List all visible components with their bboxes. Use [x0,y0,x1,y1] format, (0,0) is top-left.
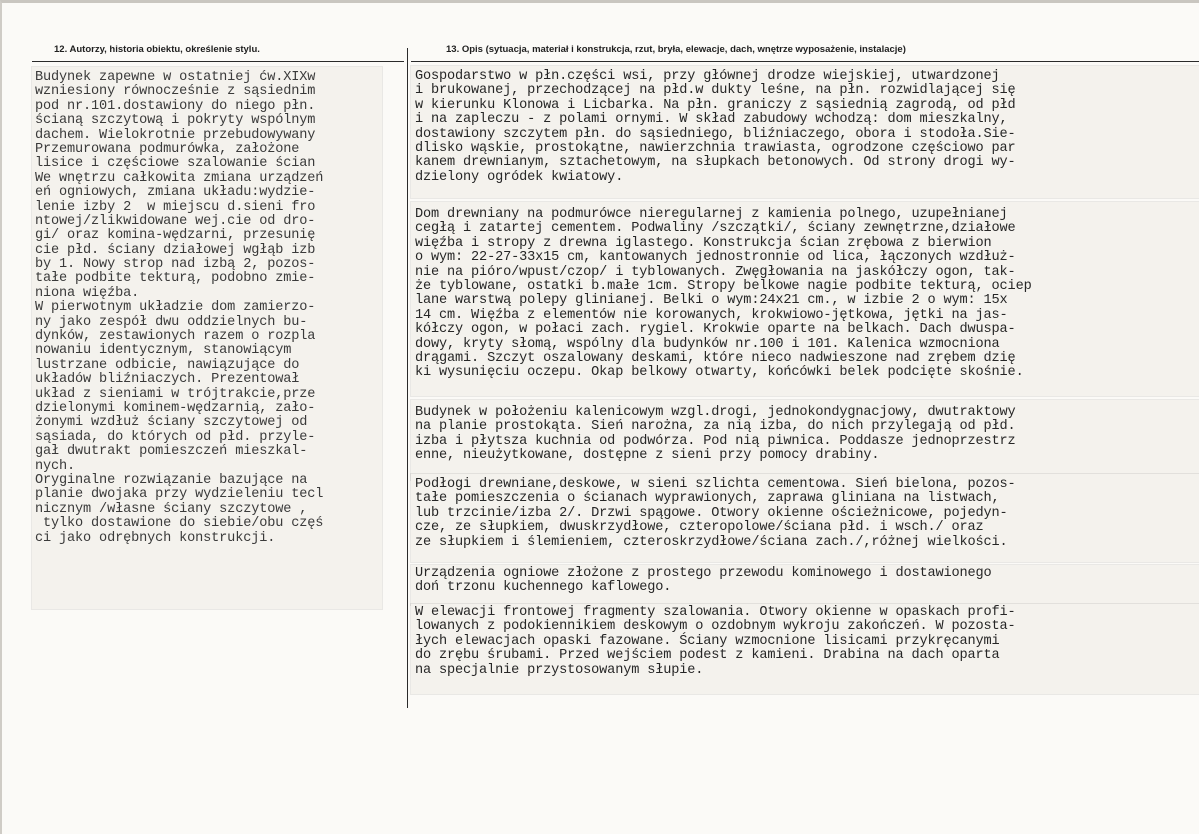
right-text-line: dowy, kryty słomą, wspólny dla budynków nr.100 i 101. Kalenica wzmocniona [415,336,1000,352]
right-text-line: na specjalnie przystosowanym słupie. [415,662,704,678]
right-text-line: o wym: 22-27-33x15 cm, kantowanych jednostronnie od lica, łączonych wzdłuż- [415,250,1016,266]
right-text-line: kanem drewnianym, sztachetowym, na słupkach betonowych. Od strony drogi wy- [415,155,1016,171]
left-text-line: wzniesiony równocześnie z sąsiednim [35,84,316,100]
left-text-line: sąsiada, do których od płd. przyle- [35,429,316,445]
right-text-line: izba i płytsza kuchnia od podwórza. Pod nią piwnica. Poddasze jednoprzestrz [415,433,1016,449]
right-paragraph-construction [415,208,1032,381]
right-text-line: łych elewacjach opaski fazowane. Ściany wzmocnione lisicami przykręcanymi [415,633,1000,649]
right-text-line: dostawiony szczytem płn. do sąsiedniego, bliźniaczego, obora i stodoła.Sie- [415,126,1016,142]
left-text-line: by 1. Nowy strop nad izbą 2, pozos- [35,257,316,273]
right-paragraph-elevations [415,606,1016,678]
right-paragraph-interior [415,478,1016,550]
right-text-line: drągami. Szczyt oszalowany deskami, które nieco nadwieszone nad zrębem dzię [415,350,1016,366]
left-text-line: ścianą szczytową i pokryty wspólnym [35,113,316,129]
right-text-line: i na zapleczu - z polami ornymi. W skład zabudowy wchodzą: dom mieszkalny, [415,112,1008,128]
right-text-line: lane warstwą polepy glinianej. Belki o wym:24x21 cm., w izbie 2 o wym: 15x [415,293,1008,309]
right-text-line: i brukowanej, przechodzącej na płd.w dukty leśne, na płn. rozwidlającej się [415,83,1016,99]
left-text-line: Oryginalne rozwiązanie bazujące na [35,472,308,488]
right-text-line: więźba i stropy z drewna iglastego. Konstrukcja ścian zrębowa z bierwion [415,235,992,251]
right-text-line: lub trzcinie/izba 2/. Drzwi spągowe. Otwory okienne ościeżnicowe, pojedyn- [415,505,1008,521]
right-text-line: Budynek w położeniu kalenicowym wzgl.drogi, jednokondygnacjowy, dwutraktowy [415,405,1016,420]
left-text-line: dzielonymi kominem-wędzarnią, zało- [35,400,316,416]
right-text-line: Podłogi drewniane,deskowe, w sieni szlichta cementowa. Sień bielona, pozos- [415,477,1016,492]
left-text-line: nowaniu identycznym, stanowiącym [35,343,292,359]
right-text-line: dzielony ogródek kwiatowy. [415,169,624,185]
right-text-line: nie na pióro/wpust/czop/ i tyblowanych. Zwęgłowania na jaskółczy ogon, tak- [415,264,1016,280]
right-paragraph-layout [415,406,1016,464]
left-text-line: ny jako zespół dwu oddzielnych bu- [35,314,308,330]
left-header-rule [32,61,404,62]
right-text-line: cegłą i zatartej cementem. Podwaliny /szczątki/, ściany zewnętrzne,działowe [415,221,1016,237]
right-text-line: ki wysunięciu oczepu. Okap belkowy otwarty, końcówki belek podcięte skośnie. [415,365,1024,381]
right-text-line: lowanych z podokiennikiem deskowym o ozdobnym wykroju zakończeń. W pozosta- [415,619,1016,635]
left-text-line: układ z sieniami w trójtrakcie,prze [35,386,316,402]
column-divider [407,48,408,708]
left-text-line: gał dwutrakt pomieszczeń mieszkal- [35,444,308,460]
right-header-rule [411,61,1199,62]
right-column-header: 13. Opis (sytuacja, materiał i konstrukcja, rzut, bryła, elewacje, dach, wnętrze wyposażenie, instalacje) [446,44,906,55]
left-text-line: planie dwojaka przy wydzieleniu tecl [35,487,324,503]
left-text-line: ntowej/zlikwidowane wej.cie od dro- [35,213,316,229]
left-text-line: tałe podbite tekturą, podobno zmie- [35,271,316,287]
left-text-line: dynków, zestawionych razem o rozpla [35,329,316,345]
right-text-line: w kierunku Klonowa i Licbarka. Na płn. graniczy z sąsiednią zagrodą, od płd [415,97,1016,113]
right-text-line: na planie prostokąta. Sień narożna, za nią izba, do nich przylegają od płd. [415,419,1016,435]
right-text-line: Urządzenia ogniowe złożone z prostego przewodu kominowego i dostawionego [415,566,992,581]
left-text-line: Przemurowana podmurówka, założone [35,141,300,157]
right-text-line: enne, nieużytkowane, dostępne z sieni przy pomocy drabiny. [415,448,880,464]
left-text-line: tylko dostawione do siebie/obu częś [35,516,324,532]
right-text-line: W elewacji frontowej fragmenty szalowania. Otwory okienne w opaskach profi- [415,605,1016,620]
right-text-line: 14 cm. Więźba z elementów nie korowanych, krokwiowo-jętkowa, jętki na jas- [415,307,1008,323]
left-text-line: nicznym /własne ściany szczytowe , [35,501,308,517]
left-text-line: lustrzane odbicie, nawiązujące do [35,357,300,373]
left-text-line: gi/ oraz komina-wędzarni, przesunię [35,228,316,244]
left-text-line: lisice i częściowe szalowanie ścian [35,156,316,172]
right-text-line: dlisko wąskie, prostokątne, nawierzchnia trawiasta, ogrodzone częściowo par [415,140,1016,156]
left-text-line: ci jako odrębnych konstrukcji. [35,530,276,546]
left-text-line: żonymi wzdłuż ściany szczytowej od [35,415,308,431]
left-text-line: W pierwotnym układzie dom zamierzo- [35,300,316,316]
left-text-line: pod nr.101.dostawiony do niego płn. [35,98,316,114]
right-text-line: Dom drewniany na podmurówce nieregularnej z kamienia polnego, uzupełnianej [415,207,1008,222]
right-text-line: kółczy ogon, w połaci zach. rygiel. Krokwie oparte na belkach. Dach dwuspa- [415,322,1016,338]
left-text-line: cie płd. ściany działowej wgłąb izb [35,242,316,258]
left-text-line: układów bliźniaczych. Prezentował [35,372,300,388]
left-text-line: lenie izby 2 w miejscu d.sieni fro [35,199,316,215]
right-text-line: Gospodarstwo w płn.części wsi, przy głównej drodze wiejskiej, utwardzonej [415,69,1000,84]
right-paragraph-site [415,70,1016,185]
left-text-line: dachem. Wielokrotnie przebudowywany [35,127,316,143]
right-text-line: doń trzonu kuchennego kaflowego. [415,580,672,596]
right-paragraph-heating [415,567,992,596]
right-text-line: cze, ze słupkiem, dwuskrzydłowe, czteropolowe/ściana płd. i wsch./ oraz [415,520,984,536]
left-text-line: We wnętrzu całkowita zmiana urządzeń [35,170,324,186]
right-text-line: tałe pomieszczenia o ścianach wyprawionych, zaprawa gliniana na listwach, [415,491,1000,507]
left-column-header: 12. Autorzy, historia obiektu, określenie stylu. [54,44,260,55]
left-text-line: niona więźba. [35,285,140,301]
left-column-text [35,71,323,546]
right-text-line: ze słupkiem i ślemieniem, czteroskrzydłowe/ściana zach./,różnej wielkości. [415,534,1008,550]
left-text-line: nych. [35,458,76,474]
left-text-line: eń ogniowych, zmiana układu:wydzie- [35,185,316,201]
right-text-line: do zrębu śrubami. Przed wejściem podest z kamieni. Drabina na dach oparta [415,648,1000,664]
left-text-line: Budynek zapewne w ostatniej ćw.XIXw [35,70,316,85]
right-text-line: że tyblowane, ostatki b.małe 1cm. Stropy belkowe nagie podbite tekturą, ociep [415,278,1032,294]
